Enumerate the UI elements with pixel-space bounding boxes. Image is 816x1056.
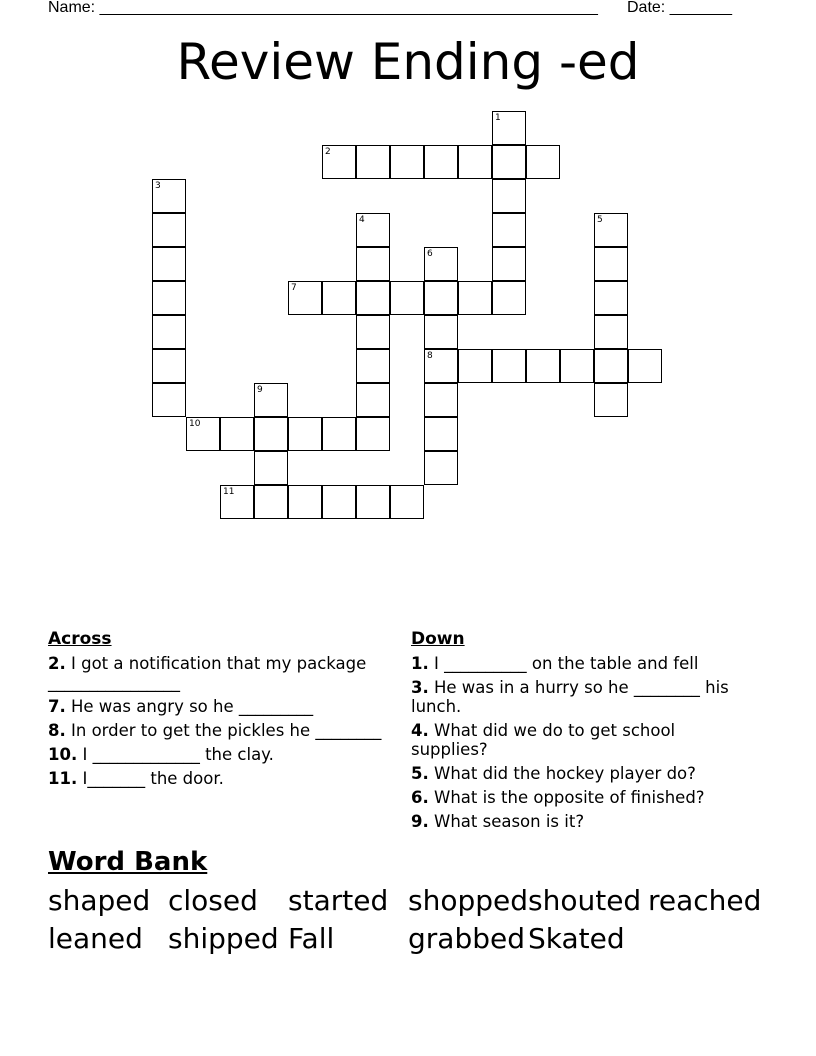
word-bank-item: closed	[168, 884, 258, 917]
word-bank-title: Word Bank	[48, 847, 208, 877]
across-clues	[48, 628, 388, 793]
crossword-cell[interactable]	[322, 281, 356, 315]
clue-number: 1	[495, 113, 501, 123]
clue-number: 11	[223, 487, 235, 497]
crossword-cell[interactable]	[152, 179, 186, 213]
crossword-cell[interactable]	[254, 451, 288, 485]
clue-number: 8	[427, 351, 433, 361]
date-field-label: Date: _______	[627, 0, 732, 16]
crossword-cell[interactable]	[322, 417, 356, 451]
crossword-cell[interactable]	[390, 281, 424, 315]
clue-number: 2	[325, 147, 331, 157]
crossword-cell[interactable]	[594, 315, 628, 349]
clue-number: 5	[597, 215, 603, 225]
crossword-cell[interactable]	[152, 383, 186, 417]
clue-across-11: 11. I_______ the door.	[48, 769, 224, 788]
crossword-cell[interactable]	[220, 417, 254, 451]
clue-down-6: 6. What is the opposite of finished?	[411, 788, 705, 807]
crossword-cell[interactable]	[492, 179, 526, 213]
word-bank-item: shaped	[48, 884, 151, 917]
clue-number: 3	[155, 181, 161, 191]
crossword-cell[interactable]	[424, 247, 458, 281]
word-bank-item: shipped	[168, 922, 279, 955]
crossword-cell[interactable]	[594, 281, 628, 315]
crossword-cell[interactable]	[390, 145, 424, 179]
crossword-cell[interactable]	[152, 247, 186, 281]
crossword-cell[interactable]	[356, 417, 390, 451]
crossword-cell[interactable]	[594, 247, 628, 281]
word-bank-item: Skated	[528, 922, 625, 955]
clue-across-8: 8. In order to get the pickles he ________	[48, 721, 382, 740]
crossword-cell[interactable]	[152, 315, 186, 349]
clue-number: 6	[427, 249, 433, 259]
crossword-cell[interactable]	[390, 485, 424, 519]
crossword-cell[interactable]	[220, 485, 254, 519]
crossword-cell[interactable]	[356, 485, 390, 519]
down-heading: Down	[411, 629, 465, 649]
word-bank-item: started	[288, 884, 389, 917]
crossword-cell[interactable]	[152, 213, 186, 247]
crossword-cell[interactable]	[458, 145, 492, 179]
crossword-cell[interactable]	[458, 349, 492, 383]
crossword-cell[interactable]	[424, 383, 458, 417]
crossword-cell[interactable]	[492, 247, 526, 281]
clue-down-9: 9. What season is it?	[411, 812, 585, 831]
crossword-cell[interactable]	[356, 213, 390, 247]
crossword-cell[interactable]	[560, 349, 594, 383]
clue-down-3: 3. He was in a hurry so he ________ his lunch.	[411, 678, 729, 716]
crossword-cell[interactable]	[356, 349, 390, 383]
clue-down-5: 5. What did the hockey player do?	[411, 764, 696, 783]
crossword-cell[interactable]	[356, 315, 390, 349]
crossword-cell[interactable]	[356, 383, 390, 417]
word-bank-item: shopped	[408, 884, 529, 917]
word-bank-item: reached	[648, 884, 762, 917]
crossword-cell[interactable]	[492, 213, 526, 247]
crossword-cell[interactable]	[254, 383, 288, 417]
crossword-cell[interactable]	[288, 417, 322, 451]
crossword-cell[interactable]	[458, 281, 492, 315]
crossword-cell[interactable]	[152, 281, 186, 315]
crossword-cell[interactable]	[628, 349, 662, 383]
clue-number: 9	[257, 385, 263, 395]
crossword-cell[interactable]	[492, 111, 526, 145]
crossword-cell[interactable]	[322, 485, 356, 519]
crossword-cell[interactable]	[424, 145, 458, 179]
clue-number: 4	[359, 215, 365, 225]
crossword-cell[interactable]	[594, 383, 628, 417]
crossword-cell[interactable]	[492, 281, 526, 315]
crossword-cell[interactable]	[424, 349, 458, 383]
crossword-cell[interactable]	[356, 145, 390, 179]
word-bank-row	[48, 882, 788, 920]
word-bank-item: grabbed	[408, 922, 525, 955]
word-bank-row	[48, 920, 788, 958]
crossword-cell[interactable]	[526, 349, 560, 383]
word-bank-item: leaned	[48, 922, 143, 955]
clue-across-2: 2. I got a notification that my package ________________	[48, 654, 367, 692]
crossword-cell[interactable]	[424, 315, 458, 349]
page-title: Review Ending -ed	[176, 33, 640, 91]
crossword-cell[interactable]	[594, 213, 628, 247]
crossword-cell[interactable]	[492, 349, 526, 383]
clue-across-10: 10. I _____________ the clay.	[48, 745, 274, 764]
crossword-cell[interactable]	[594, 349, 628, 383]
crossword-cell[interactable]	[152, 349, 186, 383]
across-heading: Across	[48, 629, 112, 649]
down-clues	[411, 628, 751, 836]
crossword-cell[interactable]	[492, 145, 526, 179]
crossword-cell[interactable]	[424, 417, 458, 451]
crossword-cell[interactable]	[424, 451, 458, 485]
word-bank-item: shouted	[528, 884, 642, 917]
clue-number: 7	[291, 283, 297, 293]
crossword-cell[interactable]	[322, 145, 356, 179]
crossword-cell[interactable]	[288, 281, 322, 315]
word-bank	[48, 882, 788, 958]
clue-across-7: 7. He was angry so he _________	[48, 697, 314, 716]
crossword-cell[interactable]	[288, 485, 322, 519]
crossword-cell[interactable]	[254, 485, 288, 519]
crossword-cell[interactable]	[254, 417, 288, 451]
crossword-cell[interactable]	[356, 281, 390, 315]
name-field-label: Name: ________________________________________________________	[48, 0, 598, 16]
crossword-cell[interactable]	[356, 247, 390, 281]
clue-number: 10	[189, 419, 201, 429]
clue-down-4: 4. What did we do to get school supplies?	[411, 721, 676, 759]
crossword-cell[interactable]	[424, 281, 458, 315]
crossword-cell[interactable]	[186, 417, 220, 451]
crossword-cell[interactable]	[526, 145, 560, 179]
clue-down-1: 1. I __________ on the table and fell	[411, 654, 699, 673]
word-bank-item: Fall	[288, 922, 335, 955]
